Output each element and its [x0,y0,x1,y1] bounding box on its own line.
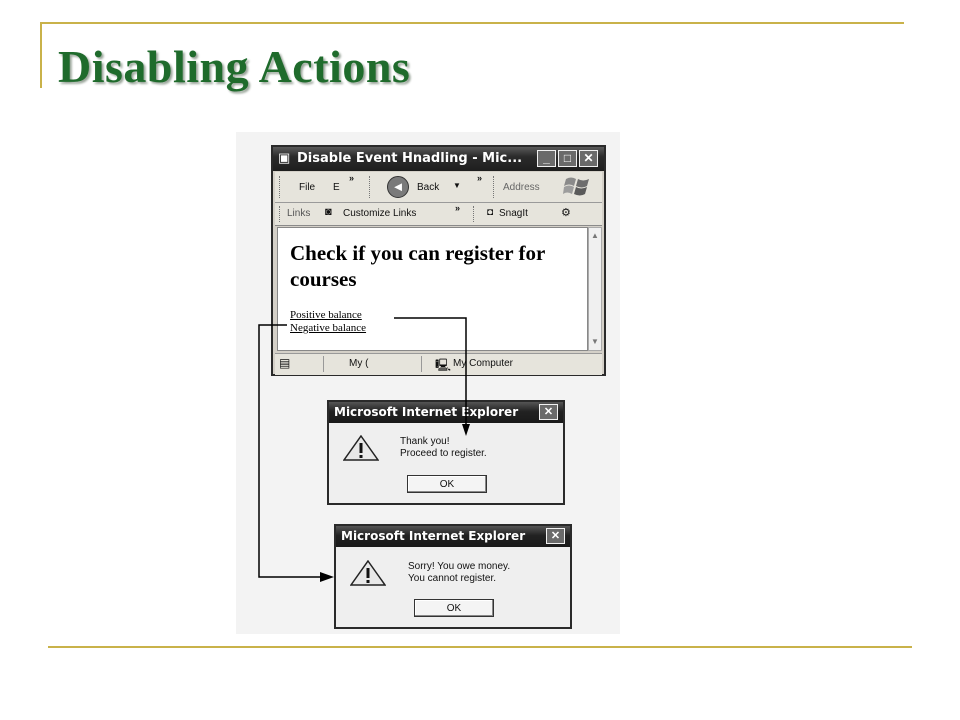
vertical-scrollbar[interactable] [588,227,602,351]
windows-logo-icon [563,175,593,197]
bottom-rule [48,646,912,648]
snagit-settings-icon[interactable]: ⚙ [561,207,571,219]
scroll-down-icon[interactable]: ▼ [591,337,599,346]
toolbar-grip [473,206,476,222]
page-content [277,227,588,351]
sorry-dialog [334,524,572,629]
ok-button[interactable]: OK [407,475,487,493]
address-label: Address [503,182,540,193]
thank-you-dialog [327,400,565,505]
warning-icon [343,435,379,461]
close-button[interactable] [579,150,598,167]
links-toolbar [275,203,602,226]
menu-chevron-icon[interactable]: » [349,173,355,183]
minimize-icon: _ [543,151,550,165]
edit-menu[interactable]: E [333,182,340,193]
browser-window [271,145,606,376]
positive-balance-link[interactable]: Positive balance [290,309,362,321]
scroll-up-icon[interactable]: ▲ [591,231,599,240]
toolbar-chevron-icon[interactable]: » [477,173,483,183]
dialog-message-line: You cannot register. [408,573,497,584]
maximize-icon: □ [563,151,572,165]
customize-links-icon: ◙ [325,206,332,218]
status-page-icon: ▤ [279,356,291,370]
links-chevron-icon[interactable]: » [455,203,461,213]
minimize-button[interactable] [537,150,556,167]
toolbar-grip [369,176,372,198]
left-rule [40,22,42,88]
security-zone-label: My Computer [453,358,514,369]
status-separator [323,356,324,372]
back-arrow-icon[interactable]: ◄ [387,176,409,198]
dialog-close-button[interactable] [539,404,558,420]
warning-icon [350,560,386,586]
computer-icon: 🖳 [435,358,452,372]
maximize-button[interactable] [558,150,577,167]
status-left-text: My ( [349,358,369,369]
close-icon: ✕ [583,151,594,165]
links-label: Links [287,208,311,219]
slide-title: Disabling Actions [58,41,411,92]
ie-page-icon: ▣ [278,150,291,165]
close-icon: ✕ [543,406,554,418]
status-separator [421,356,422,372]
back-button[interactable]: Back [417,182,440,193]
toolbar-grip [279,176,282,198]
customize-links-link[interactable]: Customize Links [343,208,417,219]
dialog-message-line: Proceed to register. [400,448,487,459]
toolbar-grip [493,176,496,198]
browser-window-title: Disable Event Hnadling - Mic... [297,151,523,166]
dialog-title[interactable]: Microsoft Internet Explorer [336,526,570,547]
dialog-title[interactable]: Microsoft Internet Explorer [329,402,563,423]
browser-titlebar[interactable] [273,147,604,171]
standard-toolbar [275,172,602,203]
dialog-message-line: Thank you! [400,436,450,447]
dialog-close-button[interactable] [546,528,565,544]
close-icon: ✕ [550,530,561,542]
top-rule [40,22,904,24]
page-heading: Check if you can register for courses [290,241,545,291]
toolbar-grip [279,206,282,222]
file-menu[interactable]: File [299,182,316,193]
status-bar [275,353,602,375]
snagit-button[interactable]: SnagIt [499,208,528,219]
ok-button[interactable]: OK [414,599,494,617]
dialog-message-line: Sorry! You owe money. [408,561,511,572]
back-dropdown-icon[interactable]: ▼ [453,181,461,190]
negative-balance-link[interactable]: Negative balance [290,322,367,334]
snagit-camera-icon: ◘ [487,207,494,218]
